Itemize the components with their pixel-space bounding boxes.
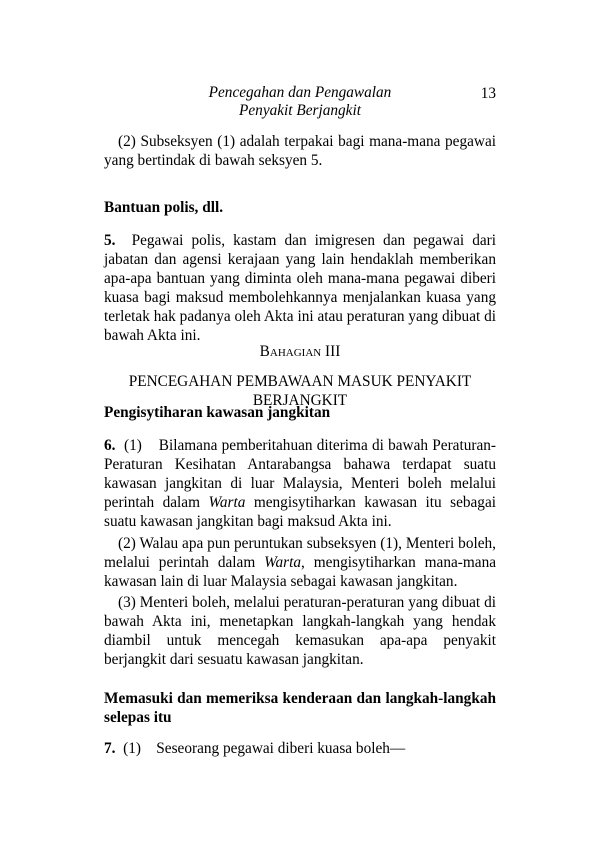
page-number: 13 (480, 85, 496, 102)
running-header (104, 84, 496, 120)
part-title: PENCEGAHAN PEMBAWAAN MASUK PENYAKIT BERJANGKIT (128, 373, 472, 409)
section-5-text: Pegawai polis, kastam dan imigresen dan pegawai dari jabatan dan agensi kerajaan yang lain hendaklah memberikan apa-apa bantuan yang diminta oleh mana-mana pegawai diberi kuasa bagi maksud membolehkannya menjalankan kuasa yang terletak hak padanya oleh Akta ini atau peraturan yang dibuat di bawah Akta ini. (104, 232, 496, 344)
section-6-number: 6. (104, 437, 116, 454)
section-7-number: 7. (104, 740, 116, 757)
section-6-subsection-3 (104, 593, 496, 669)
section-7-heading: Memasuki dan memeriksa kenderaan dan langkah-langkah selepas itu (104, 690, 496, 726)
section-6-1-text-a: Bilamana pemberitahuan diterima di bawah Peraturan-Peraturan Kesihatan Antarabangsa bahawa terdapat suatu kawasan jangkitan di luar Malaysia, Menteri boleh melalui perintah dalam (104, 437, 496, 511)
section-6-subsection-2 (104, 534, 496, 591)
section-5-number: 5. (104, 232, 116, 249)
section-6-heading: Pengisytiharan kawasan jangkitan (104, 404, 331, 421)
section-6-2-warta: Warta (264, 554, 302, 571)
section-4-subsection-2 (104, 132, 496, 170)
header-title-line2: Penyakit Berjangkit (239, 102, 361, 119)
section-6-subsection-1 (104, 436, 496, 531)
section-7-subsection-1 (104, 739, 496, 758)
section-6-1-text-b: mengisytiharkan kawasan itu sebagai suatu kawasan jangkitan bagi maksud Akta ini. (104, 494, 496, 530)
section-5-heading: Bantuan polis, dll. (104, 199, 224, 216)
section-5-body (104, 231, 496, 345)
section-6-3-text: (3) Menteri boleh, melalui peraturan-peraturan yang dibuat di bawah Akta ini, menetapkan langkah-langkah yang hendak diambil untuk mencegah kemasukan apa-apa penyakit berjangkit dari sesuatu kawasan jangkitan. (104, 594, 496, 668)
section-6-1-warta: Warta (208, 494, 246, 511)
section-7-1-text: Seseorang pegawai diberi kuasa boleh— (156, 740, 406, 757)
header-title-line1: Pencegahan dan Pengawalan (208, 84, 392, 101)
part-label: Bahagian III (259, 343, 341, 360)
section-6-2-text-b: , mengisytiharkan mana-mana kawasan lain di luar Malaysia sebagai kawasan jangkitan. (104, 554, 497, 590)
section-7-1-label: (1) (123, 740, 141, 757)
section-6-2-text-a: (2) Walau apa pun peruntukan subseksyen (1), Menteri boleh, melalui perintah dalam (104, 535, 496, 571)
section-4-2-text: (2) Subseksyen (1) adalah terpakai bagi mana-mana pegawai yang bertindak di bawah seksyen 5. (104, 133, 496, 169)
section-6-1-label: (1) (123, 437, 142, 454)
